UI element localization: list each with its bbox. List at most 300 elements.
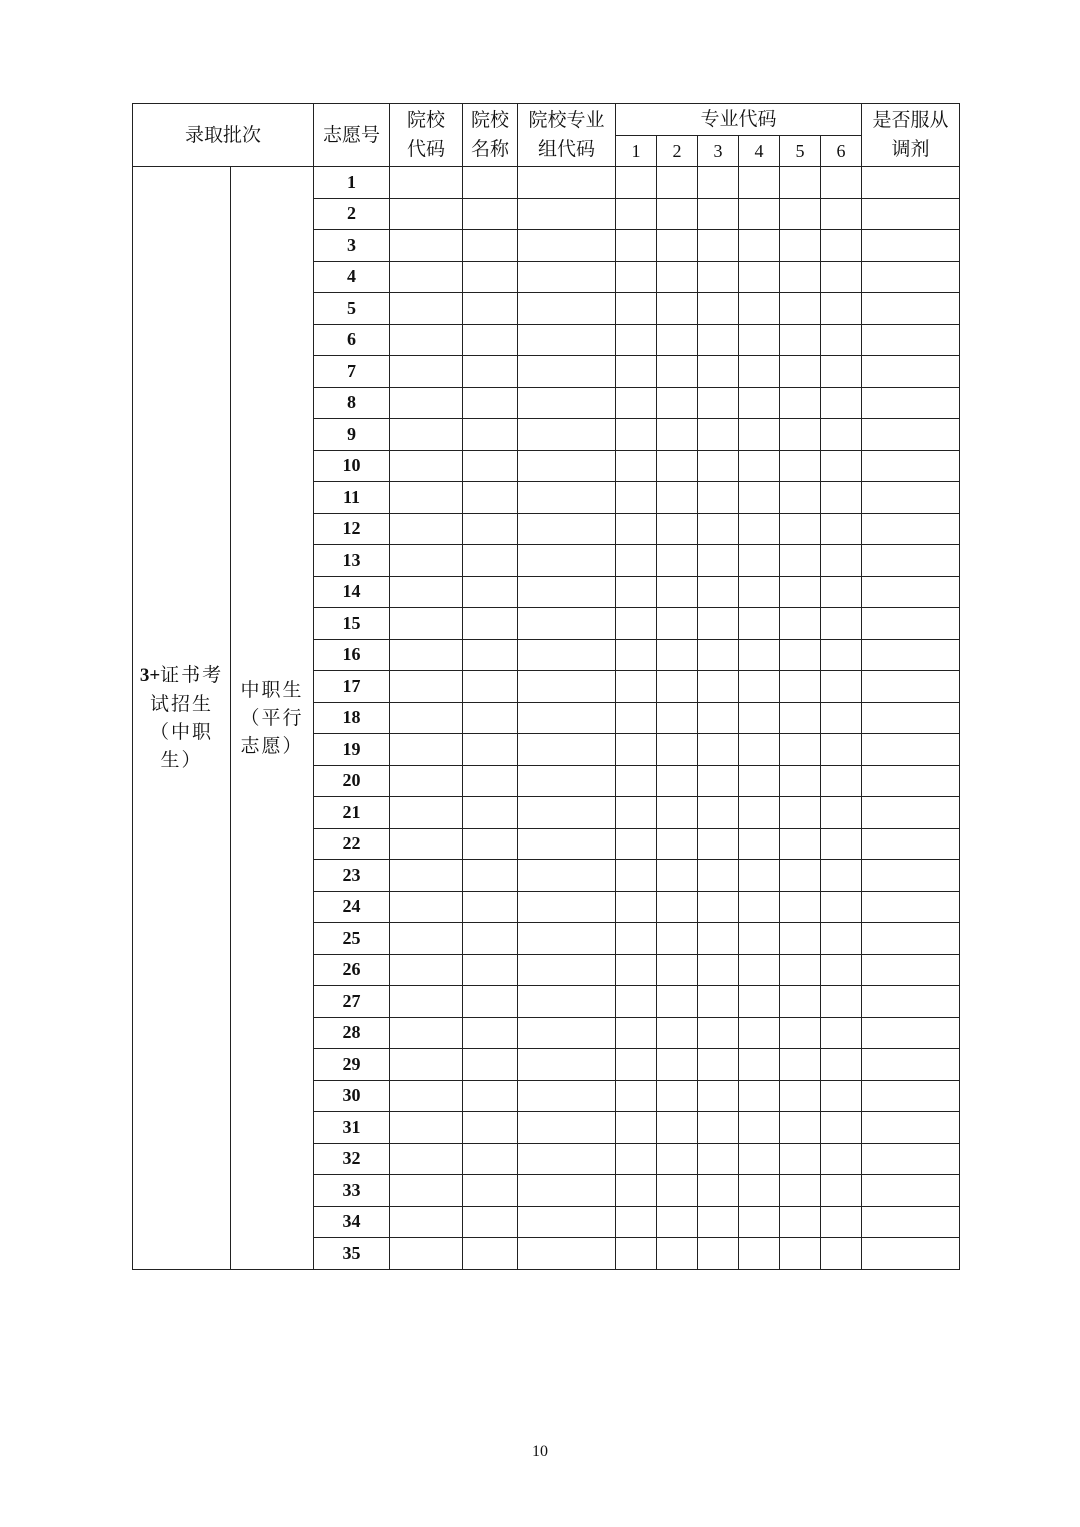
school-code-cell[interactable]: [390, 1049, 463, 1081]
adjust-cell[interactable]: [862, 1206, 960, 1238]
adjust-cell[interactable]: [862, 954, 960, 986]
major-code-slot-1-cell[interactable]: [616, 387, 657, 419]
major-code-slot-1-cell[interactable]: [616, 923, 657, 955]
school-name-cell[interactable]: [463, 671, 518, 703]
adjust-cell[interactable]: [862, 671, 960, 703]
major-code-slot-3-cell[interactable]: [698, 513, 739, 545]
major-code-slot-5-cell[interactable]: [780, 419, 821, 451]
major-code-slot-5-cell[interactable]: [780, 1175, 821, 1207]
major-code-slot-3-cell[interactable]: [698, 734, 739, 766]
major-code-slot-6-cell[interactable]: [821, 986, 862, 1018]
major-code-slot-1-cell[interactable]: [616, 608, 657, 640]
major-code-slot-6-cell[interactable]: [821, 1238, 862, 1270]
major-code-slot-3-cell[interactable]: [698, 1049, 739, 1081]
major-code-slot-2-cell[interactable]: [657, 860, 698, 892]
school-code-cell[interactable]: [390, 1017, 463, 1049]
major-code-slot-1-cell[interactable]: [616, 324, 657, 356]
major-code-slot-2-cell[interactable]: [657, 450, 698, 482]
school-name-cell[interactable]: [463, 954, 518, 986]
school-name-cell[interactable]: [463, 828, 518, 860]
major-code-slot-6-cell[interactable]: [821, 1112, 862, 1144]
major-code-slot-2-cell[interactable]: [657, 513, 698, 545]
major-code-slot-6-cell[interactable]: [821, 545, 862, 577]
school-code-cell[interactable]: [390, 356, 463, 388]
major-code-slot-6-cell[interactable]: [821, 1206, 862, 1238]
major-code-slot-6-cell[interactable]: [821, 671, 862, 703]
adjust-cell[interactable]: [862, 230, 960, 262]
major-group-code-cell[interactable]: [518, 1049, 616, 1081]
major-code-slot-1-cell[interactable]: [616, 1017, 657, 1049]
school-code-cell[interactable]: [390, 954, 463, 986]
school-code-cell[interactable]: [390, 828, 463, 860]
major-code-slot-3-cell[interactable]: [698, 545, 739, 577]
major-code-slot-5-cell[interactable]: [780, 734, 821, 766]
major-code-slot-6-cell[interactable]: [821, 860, 862, 892]
major-code-slot-6-cell[interactable]: [821, 891, 862, 923]
school-code-cell[interactable]: [390, 1175, 463, 1207]
major-code-slot-6-cell[interactable]: [821, 923, 862, 955]
adjust-cell[interactable]: [862, 419, 960, 451]
major-code-slot-2-cell[interactable]: [657, 545, 698, 577]
major-code-slot-2-cell[interactable]: [657, 261, 698, 293]
major-code-slot-2-cell[interactable]: [657, 1112, 698, 1144]
school-code-cell[interactable]: [390, 450, 463, 482]
school-code-cell[interactable]: [390, 576, 463, 608]
major-group-code-cell[interactable]: [518, 923, 616, 955]
major-code-slot-4-cell[interactable]: [739, 860, 780, 892]
school-name-cell[interactable]: [463, 230, 518, 262]
adjust-cell[interactable]: [862, 261, 960, 293]
school-name-cell[interactable]: [463, 450, 518, 482]
school-name-cell[interactable]: [463, 1112, 518, 1144]
school-name-cell[interactable]: [463, 167, 518, 199]
major-code-slot-3-cell[interactable]: [698, 671, 739, 703]
major-code-slot-5-cell[interactable]: [780, 324, 821, 356]
major-group-code-cell[interactable]: [518, 482, 616, 514]
major-code-slot-1-cell[interactable]: [616, 639, 657, 671]
major-code-slot-4-cell[interactable]: [739, 891, 780, 923]
major-code-slot-6-cell[interactable]: [821, 261, 862, 293]
major-group-code-cell[interactable]: [518, 576, 616, 608]
adjust-cell[interactable]: [862, 1017, 960, 1049]
major-code-slot-3-cell[interactable]: [698, 797, 739, 829]
major-code-slot-5-cell[interactable]: [780, 860, 821, 892]
major-code-slot-5-cell[interactable]: [780, 387, 821, 419]
major-code-slot-3-cell[interactable]: [698, 608, 739, 640]
school-name-cell[interactable]: [463, 545, 518, 577]
school-code-cell[interactable]: [390, 860, 463, 892]
major-code-slot-1-cell[interactable]: [616, 828, 657, 860]
major-code-slot-1-cell[interactable]: [616, 261, 657, 293]
major-code-slot-3-cell[interactable]: [698, 1238, 739, 1270]
adjust-cell[interactable]: [862, 1080, 960, 1112]
school-name-cell[interactable]: [463, 419, 518, 451]
major-code-slot-4-cell[interactable]: [739, 986, 780, 1018]
school-name-cell[interactable]: [463, 1206, 518, 1238]
adjust-cell[interactable]: [862, 639, 960, 671]
major-code-slot-5-cell[interactable]: [780, 1143, 821, 1175]
major-code-slot-6-cell[interactable]: [821, 450, 862, 482]
major-code-slot-2-cell[interactable]: [657, 356, 698, 388]
major-code-slot-3-cell[interactable]: [698, 482, 739, 514]
major-code-slot-6-cell[interactable]: [821, 1143, 862, 1175]
major-code-slot-6-cell[interactable]: [821, 293, 862, 325]
major-group-code-cell[interactable]: [518, 860, 616, 892]
adjust-cell[interactable]: [862, 293, 960, 325]
major-group-code-cell[interactable]: [518, 387, 616, 419]
major-code-slot-2-cell[interactable]: [657, 671, 698, 703]
school-code-cell[interactable]: [390, 1238, 463, 1270]
major-code-slot-6-cell[interactable]: [821, 419, 862, 451]
school-name-cell[interactable]: [463, 198, 518, 230]
school-code-cell[interactable]: [390, 167, 463, 199]
major-code-slot-6-cell[interactable]: [821, 576, 862, 608]
major-code-slot-3-cell[interactable]: [698, 387, 739, 419]
major-code-slot-6-cell[interactable]: [821, 954, 862, 986]
major-group-code-cell[interactable]: [518, 797, 616, 829]
school-code-cell[interactable]: [390, 198, 463, 230]
school-name-cell[interactable]: [463, 608, 518, 640]
major-code-slot-3-cell[interactable]: [698, 576, 739, 608]
major-code-slot-3-cell[interactable]: [698, 419, 739, 451]
major-code-slot-3-cell[interactable]: [698, 765, 739, 797]
major-code-slot-4-cell[interactable]: [739, 702, 780, 734]
major-code-slot-2-cell[interactable]: [657, 387, 698, 419]
school-code-cell[interactable]: [390, 891, 463, 923]
school-code-cell[interactable]: [390, 293, 463, 325]
school-name-cell[interactable]: [463, 1080, 518, 1112]
school-code-cell[interactable]: [390, 608, 463, 640]
adjust-cell[interactable]: [862, 450, 960, 482]
major-code-slot-6-cell[interactable]: [821, 1017, 862, 1049]
major-code-slot-4-cell[interactable]: [739, 324, 780, 356]
school-code-cell[interactable]: [390, 639, 463, 671]
major-code-slot-5-cell[interactable]: [780, 450, 821, 482]
major-group-code-cell[interactable]: [518, 1238, 616, 1270]
major-code-slot-5-cell[interactable]: [780, 1112, 821, 1144]
major-code-slot-1-cell[interactable]: [616, 1080, 657, 1112]
school-name-cell[interactable]: [463, 576, 518, 608]
major-code-slot-3-cell[interactable]: [698, 261, 739, 293]
major-code-slot-3-cell[interactable]: [698, 1080, 739, 1112]
school-code-cell[interactable]: [390, 387, 463, 419]
major-code-slot-2-cell[interactable]: [657, 1049, 698, 1081]
major-code-slot-5-cell[interactable]: [780, 1017, 821, 1049]
school-code-cell[interactable]: [390, 419, 463, 451]
major-code-slot-4-cell[interactable]: [739, 671, 780, 703]
major-code-slot-4-cell[interactable]: [739, 797, 780, 829]
major-code-slot-3-cell[interactable]: [698, 1175, 739, 1207]
major-code-slot-1-cell[interactable]: [616, 482, 657, 514]
adjust-cell[interactable]: [862, 891, 960, 923]
adjust-cell[interactable]: [862, 828, 960, 860]
major-code-slot-6-cell[interactable]: [821, 1175, 862, 1207]
school-code-cell[interactable]: [390, 482, 463, 514]
major-code-slot-1-cell[interactable]: [616, 198, 657, 230]
major-code-slot-4-cell[interactable]: [739, 356, 780, 388]
major-code-slot-1-cell[interactable]: [616, 1206, 657, 1238]
major-code-slot-2-cell[interactable]: [657, 639, 698, 671]
major-code-slot-6-cell[interactable]: [821, 1080, 862, 1112]
major-group-code-cell[interactable]: [518, 734, 616, 766]
major-code-slot-3-cell[interactable]: [698, 1143, 739, 1175]
major-code-slot-3-cell[interactable]: [698, 230, 739, 262]
major-group-code-cell[interactable]: [518, 167, 616, 199]
major-code-slot-5-cell[interactable]: [780, 639, 821, 671]
major-code-slot-6-cell[interactable]: [821, 324, 862, 356]
major-code-slot-2-cell[interactable]: [657, 986, 698, 1018]
major-code-slot-5-cell[interactable]: [780, 293, 821, 325]
school-code-cell[interactable]: [390, 230, 463, 262]
major-code-slot-1-cell[interactable]: [616, 1143, 657, 1175]
adjust-cell[interactable]: [862, 1175, 960, 1207]
adjust-cell[interactable]: [862, 1143, 960, 1175]
adjust-cell[interactable]: [862, 860, 960, 892]
major-code-slot-6-cell[interactable]: [821, 765, 862, 797]
school-name-cell[interactable]: [463, 765, 518, 797]
major-code-slot-1-cell[interactable]: [616, 293, 657, 325]
major-group-code-cell[interactable]: [518, 1143, 616, 1175]
major-group-code-cell[interactable]: [518, 198, 616, 230]
major-code-slot-6-cell[interactable]: [821, 198, 862, 230]
major-code-slot-2-cell[interactable]: [657, 828, 698, 860]
school-name-cell[interactable]: [463, 923, 518, 955]
major-group-code-cell[interactable]: [518, 293, 616, 325]
major-code-slot-3-cell[interactable]: [698, 828, 739, 860]
major-code-slot-2-cell[interactable]: [657, 1175, 698, 1207]
major-code-slot-4-cell[interactable]: [739, 261, 780, 293]
major-code-slot-2-cell[interactable]: [657, 734, 698, 766]
major-code-slot-5-cell[interactable]: [780, 828, 821, 860]
major-code-slot-2-cell[interactable]: [657, 167, 698, 199]
major-code-slot-1-cell[interactable]: [616, 891, 657, 923]
major-code-slot-6-cell[interactable]: [821, 734, 862, 766]
major-code-slot-1-cell[interactable]: [616, 576, 657, 608]
major-code-slot-1-cell[interactable]: [616, 765, 657, 797]
major-code-slot-2-cell[interactable]: [657, 797, 698, 829]
school-name-cell[interactable]: [463, 734, 518, 766]
major-code-slot-6-cell[interactable]: [821, 387, 862, 419]
major-code-slot-4-cell[interactable]: [739, 513, 780, 545]
major-code-slot-3-cell[interactable]: [698, 356, 739, 388]
major-group-code-cell[interactable]: [518, 608, 616, 640]
major-group-code-cell[interactable]: [518, 671, 616, 703]
major-code-slot-5-cell[interactable]: [780, 230, 821, 262]
major-code-slot-3-cell[interactable]: [698, 324, 739, 356]
major-code-slot-5-cell[interactable]: [780, 891, 821, 923]
major-code-slot-2-cell[interactable]: [657, 419, 698, 451]
major-code-slot-5-cell[interactable]: [780, 608, 821, 640]
adjust-cell[interactable]: [862, 324, 960, 356]
major-code-slot-3-cell[interactable]: [698, 293, 739, 325]
major-group-code-cell[interactable]: [518, 1112, 616, 1144]
school-name-cell[interactable]: [463, 293, 518, 325]
major-group-code-cell[interactable]: [518, 954, 616, 986]
major-code-slot-6-cell[interactable]: [821, 608, 862, 640]
major-group-code-cell[interactable]: [518, 639, 616, 671]
major-code-slot-3-cell[interactable]: [698, 1112, 739, 1144]
major-code-slot-1-cell[interactable]: [616, 513, 657, 545]
adjust-cell[interactable]: [862, 608, 960, 640]
major-code-slot-5-cell[interactable]: [780, 1049, 821, 1081]
major-code-slot-2-cell[interactable]: [657, 765, 698, 797]
major-code-slot-4-cell[interactable]: [739, 482, 780, 514]
school-code-cell[interactable]: [390, 324, 463, 356]
major-code-slot-1-cell[interactable]: [616, 702, 657, 734]
major-code-slot-4-cell[interactable]: [739, 230, 780, 262]
major-code-slot-6-cell[interactable]: [821, 797, 862, 829]
major-code-slot-5-cell[interactable]: [780, 545, 821, 577]
adjust-cell[interactable]: [862, 923, 960, 955]
major-code-slot-1-cell[interactable]: [616, 167, 657, 199]
major-code-slot-5-cell[interactable]: [780, 954, 821, 986]
major-code-slot-4-cell[interactable]: [739, 1143, 780, 1175]
major-code-slot-4-cell[interactable]: [739, 608, 780, 640]
school-name-cell[interactable]: [463, 1049, 518, 1081]
school-code-cell[interactable]: [390, 702, 463, 734]
major-code-slot-3-cell[interactable]: [698, 702, 739, 734]
major-code-slot-6-cell[interactable]: [821, 828, 862, 860]
school-name-cell[interactable]: [463, 1175, 518, 1207]
major-code-slot-6-cell[interactable]: [821, 167, 862, 199]
major-code-slot-2-cell[interactable]: [657, 482, 698, 514]
major-code-slot-4-cell[interactable]: [739, 1238, 780, 1270]
major-code-slot-4-cell[interactable]: [739, 639, 780, 671]
school-code-cell[interactable]: [390, 1206, 463, 1238]
major-code-slot-5-cell[interactable]: [780, 702, 821, 734]
major-code-slot-5-cell[interactable]: [780, 356, 821, 388]
major-code-slot-5-cell[interactable]: [780, 923, 821, 955]
major-code-slot-6-cell[interactable]: [821, 1049, 862, 1081]
major-code-slot-1-cell[interactable]: [616, 1238, 657, 1270]
school-name-cell[interactable]: [463, 702, 518, 734]
major-group-code-cell[interactable]: [518, 1175, 616, 1207]
adjust-cell[interactable]: [862, 797, 960, 829]
major-code-slot-4-cell[interactable]: [739, 765, 780, 797]
major-code-slot-2-cell[interactable]: [657, 293, 698, 325]
major-code-slot-6-cell[interactable]: [821, 482, 862, 514]
major-code-slot-1-cell[interactable]: [616, 1049, 657, 1081]
school-name-cell[interactable]: [463, 891, 518, 923]
major-code-slot-3-cell[interactable]: [698, 198, 739, 230]
major-group-code-cell[interactable]: [518, 419, 616, 451]
adjust-cell[interactable]: [862, 198, 960, 230]
major-code-slot-3-cell[interactable]: [698, 986, 739, 1018]
major-code-slot-1-cell[interactable]: [616, 671, 657, 703]
major-code-slot-4-cell[interactable]: [739, 387, 780, 419]
major-code-slot-2-cell[interactable]: [657, 891, 698, 923]
school-code-cell[interactable]: [390, 734, 463, 766]
major-code-slot-4-cell[interactable]: [739, 954, 780, 986]
major-code-slot-1-cell[interactable]: [616, 986, 657, 1018]
school-name-cell[interactable]: [463, 797, 518, 829]
major-code-slot-5-cell[interactable]: [780, 1080, 821, 1112]
major-code-slot-4-cell[interactable]: [739, 419, 780, 451]
school-name-cell[interactable]: [463, 324, 518, 356]
school-name-cell[interactable]: [463, 387, 518, 419]
school-code-cell[interactable]: [390, 545, 463, 577]
major-group-code-cell[interactable]: [518, 891, 616, 923]
major-code-slot-6-cell[interactable]: [821, 513, 862, 545]
adjust-cell[interactable]: [862, 986, 960, 1018]
major-code-slot-6-cell[interactable]: [821, 639, 862, 671]
major-code-slot-2-cell[interactable]: [657, 230, 698, 262]
adjust-cell[interactable]: [862, 1049, 960, 1081]
major-code-slot-5-cell[interactable]: [780, 1206, 821, 1238]
adjust-cell[interactable]: [862, 1238, 960, 1270]
major-code-slot-6-cell[interactable]: [821, 356, 862, 388]
major-code-slot-2-cell[interactable]: [657, 1238, 698, 1270]
major-code-slot-4-cell[interactable]: [739, 545, 780, 577]
major-code-slot-4-cell[interactable]: [739, 923, 780, 955]
major-code-slot-5-cell[interactable]: [780, 671, 821, 703]
major-code-slot-4-cell[interactable]: [739, 1112, 780, 1144]
major-code-slot-5-cell[interactable]: [780, 765, 821, 797]
major-code-slot-1-cell[interactable]: [616, 954, 657, 986]
school-code-cell[interactable]: [390, 261, 463, 293]
major-group-code-cell[interactable]: [518, 1080, 616, 1112]
major-code-slot-1-cell[interactable]: [616, 419, 657, 451]
major-code-slot-4-cell[interactable]: [739, 167, 780, 199]
major-code-slot-2-cell[interactable]: [657, 1143, 698, 1175]
school-code-cell[interactable]: [390, 513, 463, 545]
school-code-cell[interactable]: [390, 797, 463, 829]
school-code-cell[interactable]: [390, 765, 463, 797]
school-code-cell[interactable]: [390, 671, 463, 703]
major-code-slot-5-cell[interactable]: [780, 198, 821, 230]
major-group-code-cell[interactable]: [518, 1206, 616, 1238]
school-code-cell[interactable]: [390, 1080, 463, 1112]
major-code-slot-1-cell[interactable]: [616, 450, 657, 482]
school-name-cell[interactable]: [463, 1143, 518, 1175]
major-code-slot-5-cell[interactable]: [780, 167, 821, 199]
school-name-cell[interactable]: [463, 1017, 518, 1049]
school-name-cell[interactable]: [463, 986, 518, 1018]
major-code-slot-4-cell[interactable]: [739, 293, 780, 325]
major-code-slot-1-cell[interactable]: [616, 797, 657, 829]
major-group-code-cell[interactable]: [518, 765, 616, 797]
school-name-cell[interactable]: [463, 860, 518, 892]
major-code-slot-1-cell[interactable]: [616, 356, 657, 388]
school-code-cell[interactable]: [390, 986, 463, 1018]
major-code-slot-3-cell[interactable]: [698, 860, 739, 892]
major-code-slot-5-cell[interactable]: [780, 513, 821, 545]
major-code-slot-5-cell[interactable]: [780, 986, 821, 1018]
major-code-slot-3-cell[interactable]: [698, 450, 739, 482]
adjust-cell[interactable]: [862, 1112, 960, 1144]
major-code-slot-1-cell[interactable]: [616, 734, 657, 766]
major-code-slot-1-cell[interactable]: [616, 545, 657, 577]
major-code-slot-2-cell[interactable]: [657, 1080, 698, 1112]
major-code-slot-3-cell[interactable]: [698, 1017, 739, 1049]
major-code-slot-2-cell[interactable]: [657, 324, 698, 356]
school-code-cell[interactable]: [390, 923, 463, 955]
major-code-slot-2-cell[interactable]: [657, 1206, 698, 1238]
major-code-slot-3-cell[interactable]: [698, 923, 739, 955]
major-code-slot-2-cell[interactable]: [657, 576, 698, 608]
major-code-slot-6-cell[interactable]: [821, 702, 862, 734]
adjust-cell[interactable]: [862, 356, 960, 388]
major-code-slot-3-cell[interactable]: [698, 639, 739, 671]
major-code-slot-4-cell[interactable]: [739, 198, 780, 230]
major-group-code-cell[interactable]: [518, 450, 616, 482]
major-code-slot-5-cell[interactable]: [780, 797, 821, 829]
major-code-slot-4-cell[interactable]: [739, 734, 780, 766]
major-group-code-cell[interactable]: [518, 513, 616, 545]
major-code-slot-3-cell[interactable]: [698, 1206, 739, 1238]
major-code-slot-5-cell[interactable]: [780, 1238, 821, 1270]
adjust-cell[interactable]: [862, 576, 960, 608]
